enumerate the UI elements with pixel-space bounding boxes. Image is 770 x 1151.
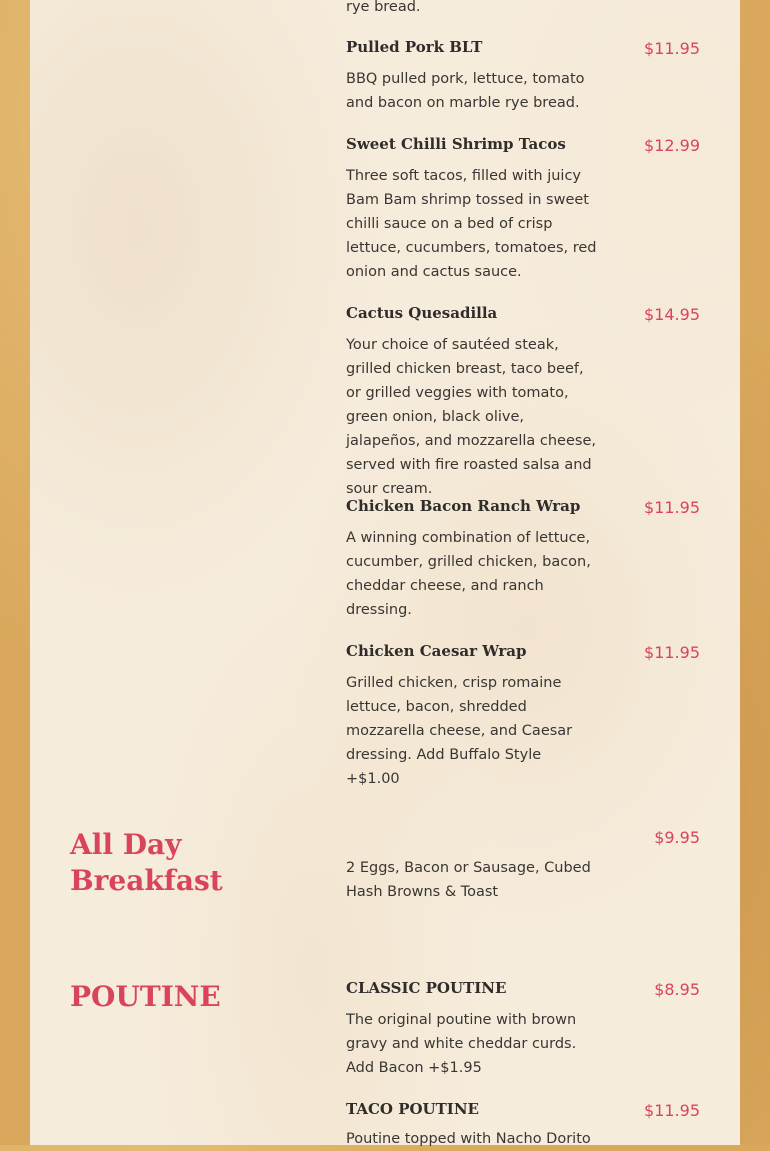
- menu-item-price: $14.95: [644, 305, 700, 324]
- section-title-breakfast: [70, 827, 223, 899]
- menu-item-name: TACO POUTINE: [346, 1100, 479, 1118]
- menu-item-description: Grilled chicken, crisp romaine lettuce, bacon, shredded mozzarella cheese, and Caesar dressing. Add Buffalo Style +$1.00: [346, 675, 573, 787]
- section-title-line: Breakfast: [70, 864, 223, 897]
- section-title-line: All Day: [70, 828, 182, 861]
- menu-page: [30, 0, 740, 1145]
- menu-item-name: Chicken Bacon Ranch Wrap: [346, 497, 581, 515]
- menu-item-price: $9.95: [654, 828, 700, 847]
- menu-item-description: The original poutine with brown gravy and white cheddar curds. Add Bacon +$1.95: [346, 1012, 577, 1076]
- section-title-poutine: POUTINE: [70, 980, 221, 1013]
- menu-item-description: A winning combination of lettuce, cucumber, grilled chicken, bacon, cheddar cheese, and ranch dressing.: [346, 530, 591, 618]
- menu-item-description: Three soft tacos, filled with juicy Bam Bam shrimp tossed in sweet chilli sauce on a bed of crisp lettuce, cucumbers, tomatoes, red onion and cactus sauce.: [346, 168, 597, 280]
- menu-item-name: Pulled Pork BLT: [346, 38, 483, 56]
- menu-item-description: 2 Eggs, Bacon or Sausage, Cubed Hash Browns & Toast: [346, 860, 591, 900]
- menu-item-name: Sweet Chilli Shrimp Tacos: [346, 135, 566, 153]
- menu-item-price: $11.95: [644, 498, 700, 517]
- menu-item-description: Your choice of sautéed steak, grilled chicken breast, taco beef, or grilled veggies with tomato, green onion, black olive, jalapeños, and mozzarella cheese, served with fire roasted salsa and sour cream.: [346, 337, 596, 497]
- item-description-fragment: rye bread.: [346, 0, 421, 15]
- menu-item-description: BBQ pulled pork, lettuce, tomato and bacon on marble rye bread.: [346, 71, 585, 111]
- menu-item-description: Poutine topped with Nacho Dorito: [346, 1131, 591, 1147]
- menu-item-price: $11.95: [644, 1101, 700, 1120]
- menu-item-price: $12.99: [644, 136, 700, 155]
- menu-item-price: $11.95: [644, 643, 700, 662]
- menu-item-price: $8.95: [654, 980, 700, 999]
- menu-item-name: CLASSIC POUTINE: [346, 979, 507, 997]
- menu-item-name: Cactus Quesadilla: [346, 304, 498, 322]
- menu-item-name: Chicken Caesar Wrap: [346, 642, 527, 660]
- menu-item-price: $11.95: [644, 39, 700, 58]
